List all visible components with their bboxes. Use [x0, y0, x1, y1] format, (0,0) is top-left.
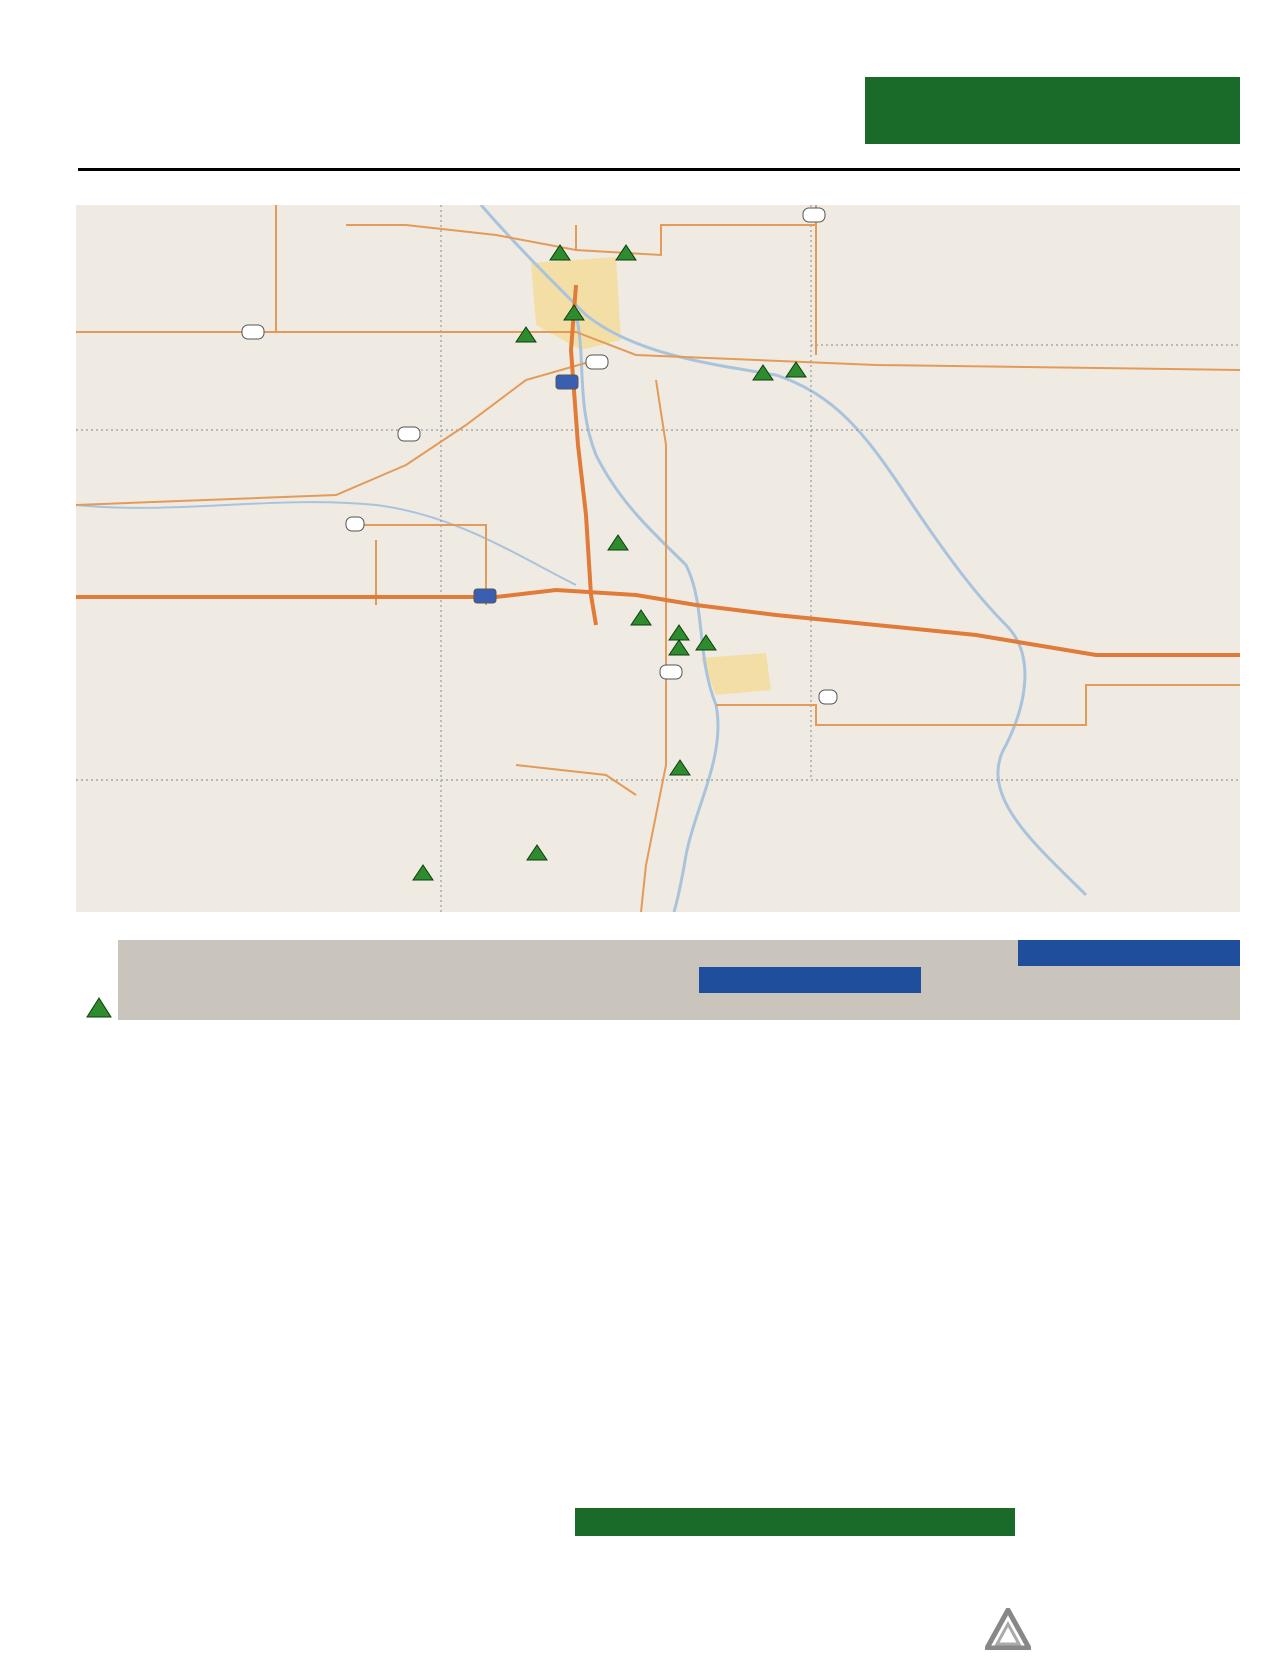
total-row — [575, 1508, 1015, 1536]
branch-legend-icon — [86, 996, 112, 1023]
branch-marker[interactable] — [527, 845, 547, 860]
secondary-roads — [76, 205, 1240, 912]
branch-marker[interactable] — [670, 760, 690, 775]
interstate-80 — [76, 590, 1240, 655]
market-share-header — [1018, 940, 1240, 966]
branch-marker[interactable] — [696, 635, 716, 650]
branch-marker[interactable] — [550, 245, 570, 260]
branch-marker[interactable] — [669, 640, 689, 655]
header-divider — [78, 168, 1240, 171]
branch-marker[interactable] — [608, 535, 628, 550]
map-canvas — [76, 205, 1240, 912]
deposits-header — [699, 967, 921, 993]
branch-marker[interactable] — [516, 327, 536, 342]
section-banner — [865, 77, 1240, 144]
iowa-river — [576, 315, 718, 912]
branch-map — [76, 205, 1240, 912]
austin-associates-logo-icon — [985, 1608, 1031, 1655]
branch-marker[interactable] — [669, 625, 689, 640]
iowa-river-west — [76, 502, 576, 585]
branch-marker[interactable] — [631, 610, 651, 625]
branch-marker[interactable] — [786, 362, 806, 377]
branch-marker[interactable] — [413, 865, 433, 880]
